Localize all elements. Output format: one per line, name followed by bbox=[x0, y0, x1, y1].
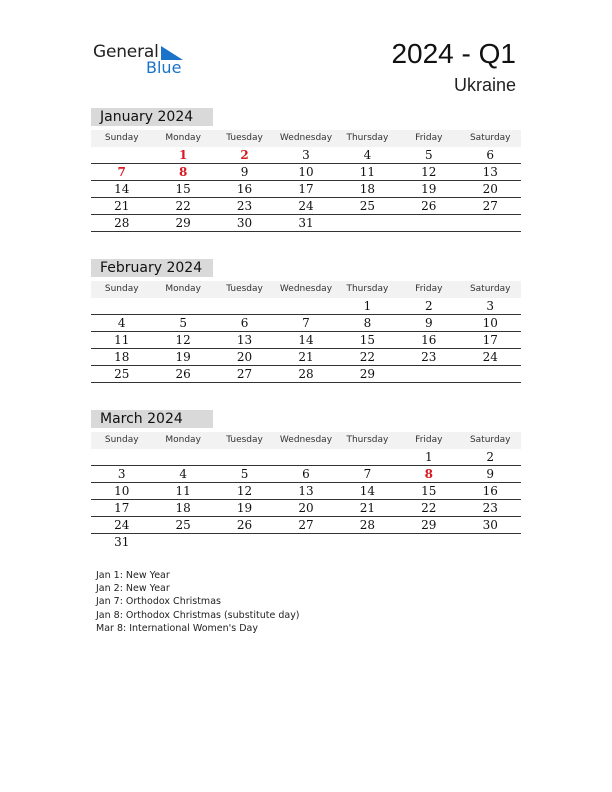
day-cell: 19 bbox=[175, 350, 191, 364]
day-cell: 28 bbox=[359, 518, 376, 532]
day-cell: 24 bbox=[298, 199, 314, 213]
weekday-label: Saturday bbox=[469, 435, 511, 445]
day-cell bbox=[152, 534, 213, 551]
day-cell bbox=[214, 534, 275, 551]
page-title: 2024 - Q1 bbox=[391, 38, 516, 69]
day-cell: 23 bbox=[482, 501, 498, 515]
week-row bbox=[91, 198, 521, 215]
day-cell bbox=[460, 366, 521, 382]
day-cell: 16 bbox=[236, 182, 253, 196]
day-cell: 15 bbox=[359, 333, 376, 347]
day-cell: 21 bbox=[359, 501, 376, 515]
day-cell bbox=[91, 298, 152, 314]
day-cell: 4 bbox=[117, 316, 126, 330]
holiday-day-cell: 2 bbox=[240, 148, 249, 162]
day-cell: 7 bbox=[363, 467, 372, 481]
day-cell: 3 bbox=[486, 299, 495, 313]
day-cell bbox=[460, 534, 521, 551]
logo-text-general: General bbox=[93, 42, 159, 62]
weekday-label: Wednesday bbox=[279, 133, 333, 143]
day-cell bbox=[152, 449, 213, 465]
day-cell: 10 bbox=[482, 316, 498, 330]
day-cell: 21 bbox=[298, 350, 314, 364]
day-cell: 2 bbox=[425, 299, 433, 313]
day-cell: 29 bbox=[175, 216, 191, 230]
day-cell: 6 bbox=[486, 148, 495, 162]
day-cell: 26 bbox=[175, 367, 191, 381]
holiday-note: Jan 2: New Year bbox=[96, 583, 170, 595]
day-cell: 4 bbox=[363, 148, 372, 162]
week-row bbox=[91, 349, 521, 366]
day-cell bbox=[275, 449, 336, 465]
day-cell: 15 bbox=[421, 484, 437, 498]
day-cell: 11 bbox=[175, 484, 191, 498]
day-cell: 21 bbox=[114, 199, 130, 213]
weekday-label: Sunday bbox=[104, 133, 139, 143]
month-title: January 2024 bbox=[91, 108, 213, 126]
day-cell: 23 bbox=[421, 350, 437, 364]
day-cell: 23 bbox=[236, 199, 253, 213]
day-cell: 17 bbox=[298, 182, 314, 196]
weekday-label: Friday bbox=[415, 284, 443, 294]
weekday-label: Friday bbox=[415, 133, 443, 143]
day-cell: 9 bbox=[425, 316, 433, 330]
day-cell: 6 bbox=[302, 467, 310, 481]
weekday-label: Sunday bbox=[104, 284, 139, 294]
week-row bbox=[91, 449, 521, 466]
day-cell: 3 bbox=[117, 467, 126, 481]
day-cell: 14 bbox=[298, 333, 314, 347]
day-cell bbox=[398, 215, 459, 231]
day-cell: 6 bbox=[240, 316, 249, 330]
day-cell: 25 bbox=[114, 367, 130, 381]
day-cell bbox=[214, 449, 275, 465]
holiday-day-cell: 8 bbox=[424, 467, 433, 481]
week-row bbox=[91, 366, 521, 383]
day-cell: 18 bbox=[359, 182, 376, 196]
day-cell: 25 bbox=[175, 518, 191, 532]
month-calendar-march bbox=[91, 410, 521, 551]
day-cell: 12 bbox=[421, 165, 437, 179]
day-cell: 5 bbox=[179, 316, 187, 330]
generalblue-logo bbox=[93, 42, 193, 78]
weekday-label: Saturday bbox=[469, 133, 511, 143]
day-cell: 4 bbox=[179, 467, 187, 481]
day-cell: 31 bbox=[298, 216, 314, 230]
day-cell: 26 bbox=[236, 518, 253, 532]
holiday-day-cell: 8 bbox=[178, 165, 188, 179]
day-cell: 18 bbox=[114, 350, 130, 364]
day-cell: 10 bbox=[114, 484, 130, 498]
day-cell bbox=[214, 298, 275, 314]
day-cell: 29 bbox=[421, 518, 437, 532]
holiday-note: Jan 8: Orthodox Christmas (substitute day) bbox=[96, 609, 300, 621]
day-cell bbox=[398, 366, 459, 382]
day-cell bbox=[275, 298, 336, 314]
day-cell: 25 bbox=[359, 199, 376, 213]
day-cell: 3 bbox=[302, 148, 310, 162]
day-cell: 5 bbox=[425, 148, 433, 162]
week-row bbox=[91, 483, 521, 500]
weekday-header-row bbox=[91, 130, 521, 147]
day-cell bbox=[91, 449, 152, 465]
day-cell: 13 bbox=[482, 165, 498, 179]
day-cell bbox=[337, 215, 398, 231]
day-cell: 19 bbox=[421, 182, 437, 196]
weekday-label: Monday bbox=[165, 133, 201, 143]
month-title: March 2024 bbox=[91, 410, 213, 428]
day-cell: 24 bbox=[114, 518, 130, 532]
day-cell bbox=[152, 298, 213, 314]
day-cell: 20 bbox=[236, 350, 253, 364]
day-cell: 9 bbox=[240, 165, 249, 179]
week-row bbox=[91, 164, 521, 181]
day-cell: 1 bbox=[425, 450, 433, 464]
weekday-header-row bbox=[91, 432, 521, 449]
logo-text-blue: Blue bbox=[146, 58, 182, 77]
day-cell: 17 bbox=[482, 333, 498, 347]
week-row bbox=[91, 332, 521, 349]
weekday-label: Thursday bbox=[346, 284, 389, 294]
day-cell: 28 bbox=[114, 216, 130, 230]
day-cell: 16 bbox=[482, 484, 498, 498]
holiday-note: Jan 7: Orthodox Christmas bbox=[96, 596, 221, 608]
day-cell: 22 bbox=[421, 501, 437, 515]
day-cell: 12 bbox=[236, 484, 253, 498]
day-cell: 16 bbox=[421, 333, 437, 347]
day-cell: 24 bbox=[482, 350, 498, 364]
day-cell: 20 bbox=[298, 501, 314, 515]
month-title: February 2024 bbox=[91, 259, 213, 277]
day-cell: 30 bbox=[236, 216, 253, 230]
day-cell: 22 bbox=[175, 199, 191, 213]
weekday-label: Thursday bbox=[346, 133, 389, 143]
day-cell: 1 bbox=[363, 299, 372, 313]
day-cell bbox=[337, 449, 398, 465]
country-name: Ukraine bbox=[453, 75, 516, 95]
day-cell: 29 bbox=[359, 367, 376, 381]
weekday-label: Thursday bbox=[346, 435, 389, 445]
week-row bbox=[91, 298, 521, 315]
week-row bbox=[91, 534, 521, 551]
weekday-label: Saturday bbox=[469, 284, 511, 294]
day-cell: 8 bbox=[363, 316, 372, 330]
week-row bbox=[91, 181, 521, 198]
day-cell bbox=[275, 534, 336, 551]
weekday-label: Tuesday bbox=[226, 435, 263, 445]
day-cell bbox=[337, 534, 398, 551]
day-cell: 12 bbox=[175, 333, 191, 347]
day-cell: 20 bbox=[482, 182, 498, 196]
day-cell: 2 bbox=[486, 450, 495, 464]
day-cell: 9 bbox=[486, 467, 495, 481]
week-row bbox=[91, 466, 521, 483]
weekday-label: Tuesday bbox=[226, 133, 263, 143]
day-cell: 7 bbox=[302, 316, 310, 330]
month-calendar-february bbox=[91, 259, 521, 383]
day-cell: 28 bbox=[298, 367, 314, 381]
day-cell bbox=[398, 534, 459, 551]
day-cell: 30 bbox=[482, 518, 498, 532]
day-cell: 13 bbox=[236, 333, 253, 347]
day-cell: 11 bbox=[114, 333, 130, 347]
day-cell: 17 bbox=[114, 501, 130, 515]
month-calendar-january bbox=[91, 108, 521, 232]
day-cell: 31 bbox=[114, 535, 130, 549]
day-cell: 19 bbox=[236, 501, 253, 515]
day-cell: 27 bbox=[236, 367, 253, 381]
weekday-label: Sunday bbox=[104, 435, 139, 445]
day-cell: 11 bbox=[359, 165, 376, 179]
weekday-header-row bbox=[91, 281, 521, 298]
holiday-day-cell: 1 bbox=[178, 148, 188, 162]
holiday-note: Jan 1: New Year bbox=[96, 570, 170, 581]
week-row bbox=[91, 500, 521, 517]
week-row bbox=[91, 517, 521, 534]
day-cell: 27 bbox=[482, 199, 498, 213]
weekday-label: Wednesday bbox=[279, 284, 333, 294]
day-cell bbox=[91, 147, 152, 163]
day-cell: 14 bbox=[114, 182, 130, 196]
holiday-notes bbox=[96, 569, 300, 635]
week-row bbox=[91, 315, 521, 332]
week-row bbox=[91, 215, 521, 232]
day-cell: 22 bbox=[359, 350, 376, 364]
holiday-note: Mar 8: International Women's Day bbox=[96, 622, 258, 634]
weekday-label: Wednesday bbox=[279, 435, 333, 445]
day-cell: 10 bbox=[298, 165, 314, 179]
day-cell: 13 bbox=[298, 484, 314, 498]
week-row bbox=[91, 147, 521, 164]
weekday-label: Friday bbox=[415, 435, 443, 445]
day-cell: 5 bbox=[240, 467, 249, 481]
day-cell bbox=[460, 215, 521, 231]
day-cell: 18 bbox=[175, 501, 191, 515]
day-cell: 26 bbox=[421, 199, 437, 213]
day-cell: 15 bbox=[175, 182, 191, 196]
weekday-label: Monday bbox=[165, 284, 201, 294]
day-cell: 27 bbox=[298, 518, 314, 532]
weekday-label: Monday bbox=[165, 435, 201, 445]
weekday-label: Tuesday bbox=[226, 284, 263, 294]
holiday-day-cell: 7 bbox=[117, 165, 126, 179]
day-cell: 14 bbox=[359, 484, 376, 498]
